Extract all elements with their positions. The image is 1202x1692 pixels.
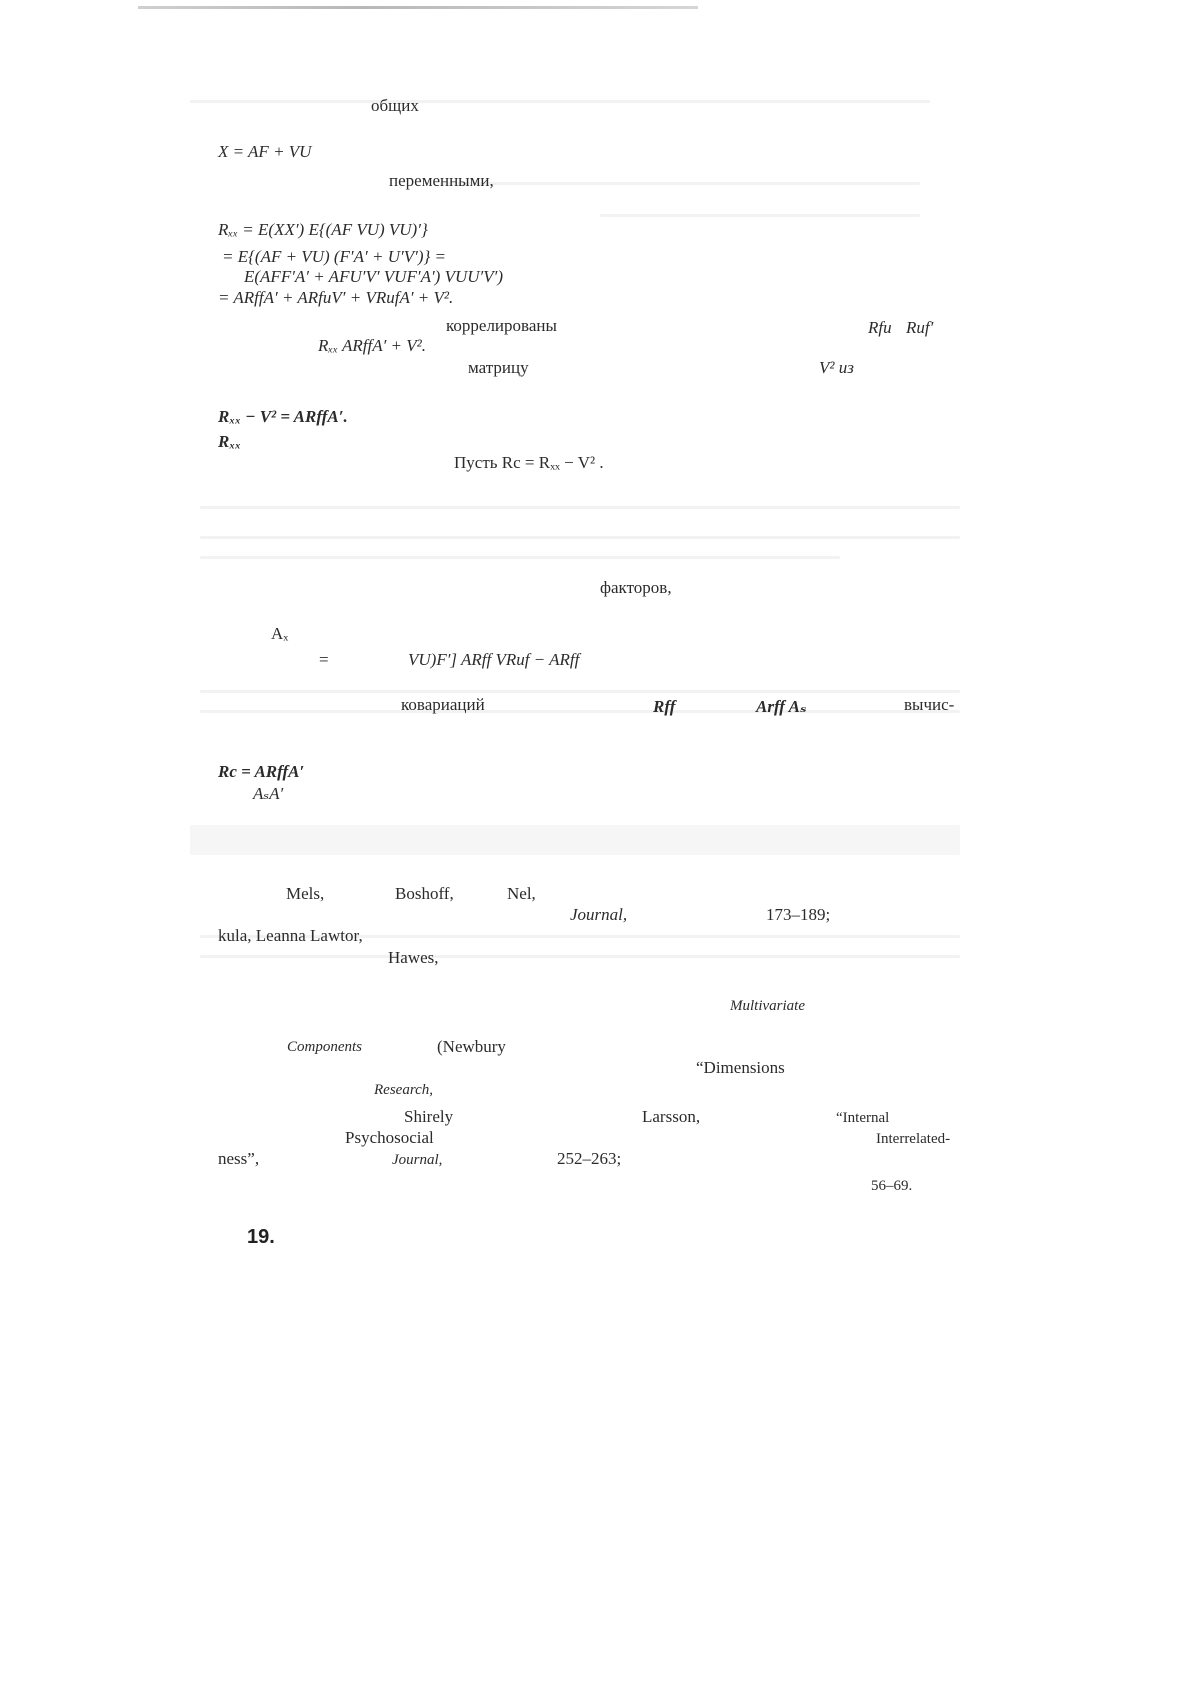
- symbol-rff: Rff: [653, 697, 676, 716]
- symbol-ruf: Ruf′: [906, 318, 934, 337]
- ref-pages-2: 252–263;: [557, 1149, 622, 1168]
- ref-research: Research,: [374, 1082, 434, 1098]
- v2-iz: V² из: [819, 358, 854, 377]
- pust-rc-equation: Пусть Rc = Rₓₓ − V² .: [454, 453, 604, 472]
- ref-dimensions: “Dimensions: [696, 1058, 785, 1077]
- word-korrelirovany: коррелированы: [446, 316, 557, 335]
- ref-boshoff: Boshoff,: [395, 884, 454, 903]
- ref-journal-1: Journal,: [570, 905, 628, 924]
- as-a-expression: AₛA′: [253, 784, 284, 803]
- word-peremennymi: переменными,: [389, 171, 494, 190]
- ref-larsson: Larsson,: [642, 1107, 701, 1126]
- word-vychis: вычис-: [904, 695, 955, 714]
- rxx-expansion-line-1: Rₓₓ = E(XX′) E{(AF VU) VU)′}: [218, 220, 428, 239]
- word-obshchih: общих: [371, 96, 419, 115]
- ref-mels: Mels,: [286, 884, 325, 903]
- equals-sign: =: [319, 650, 329, 669]
- ref-psychosocial: Psychosocial: [345, 1128, 434, 1147]
- ref-ness: ness”,: [218, 1149, 260, 1168]
- ref-internal: “Internal: [836, 1110, 890, 1126]
- model-equation: X = AF + VU: [218, 142, 312, 161]
- vuf-expression: VU)F′] ARff VRuf − ARff: [408, 650, 580, 669]
- ref-pages-1: 173–189;: [766, 905, 831, 924]
- ref-kula-lawtor: kula, Leanna Lawtor,: [218, 926, 363, 945]
- word-kovariacij: ковариаций: [401, 695, 485, 714]
- ref-pages-3: 56–69.: [871, 1178, 913, 1194]
- ref-components: Components: [287, 1039, 362, 1055]
- rxx-expansion-line-2: = E{(AF + VU) (F′A′ + U′V′)} =: [222, 247, 446, 266]
- ref-hawes: Hawes,: [388, 948, 439, 967]
- page-number: 19.: [247, 1226, 275, 1248]
- rxx-expansion-line-3: E(AFF′A′ + AFU′V′ VUF′A′) VUU′V′): [244, 267, 504, 286]
- ref-shirely: Shirely: [404, 1107, 454, 1126]
- rxx-minus-v2-equation: Rₓₓ − V² = ARffA′.: [218, 407, 348, 426]
- symbol-rfu: Rfu: [868, 318, 892, 337]
- ref-interrelated: Interrelated-: [876, 1131, 951, 1147]
- rc-equation: Rc = ARffA′: [218, 762, 305, 781]
- ref-multivariate: Multivariate: [730, 998, 805, 1014]
- symbol-rxx: Rₓₓ: [218, 432, 241, 451]
- ref-journal-2: Journal,: [392, 1152, 443, 1168]
- ref-newbury: (Newbury: [437, 1037, 506, 1056]
- word-faktorov: факторов,: [600, 578, 672, 597]
- word-matricu: матрицу: [468, 358, 529, 377]
- rxx-approx-equation: Rₓₓ ARffA′ + V².: [318, 336, 427, 355]
- symbol-arff-as: Arff Aₛ: [756, 697, 807, 716]
- symbol-ax: Aₓ: [271, 624, 289, 643]
- ref-nel: Nel,: [507, 884, 536, 903]
- rxx-expansion-line-4: = ARffA′ + ARfuV′ + VRufA′ + V².: [218, 288, 454, 307]
